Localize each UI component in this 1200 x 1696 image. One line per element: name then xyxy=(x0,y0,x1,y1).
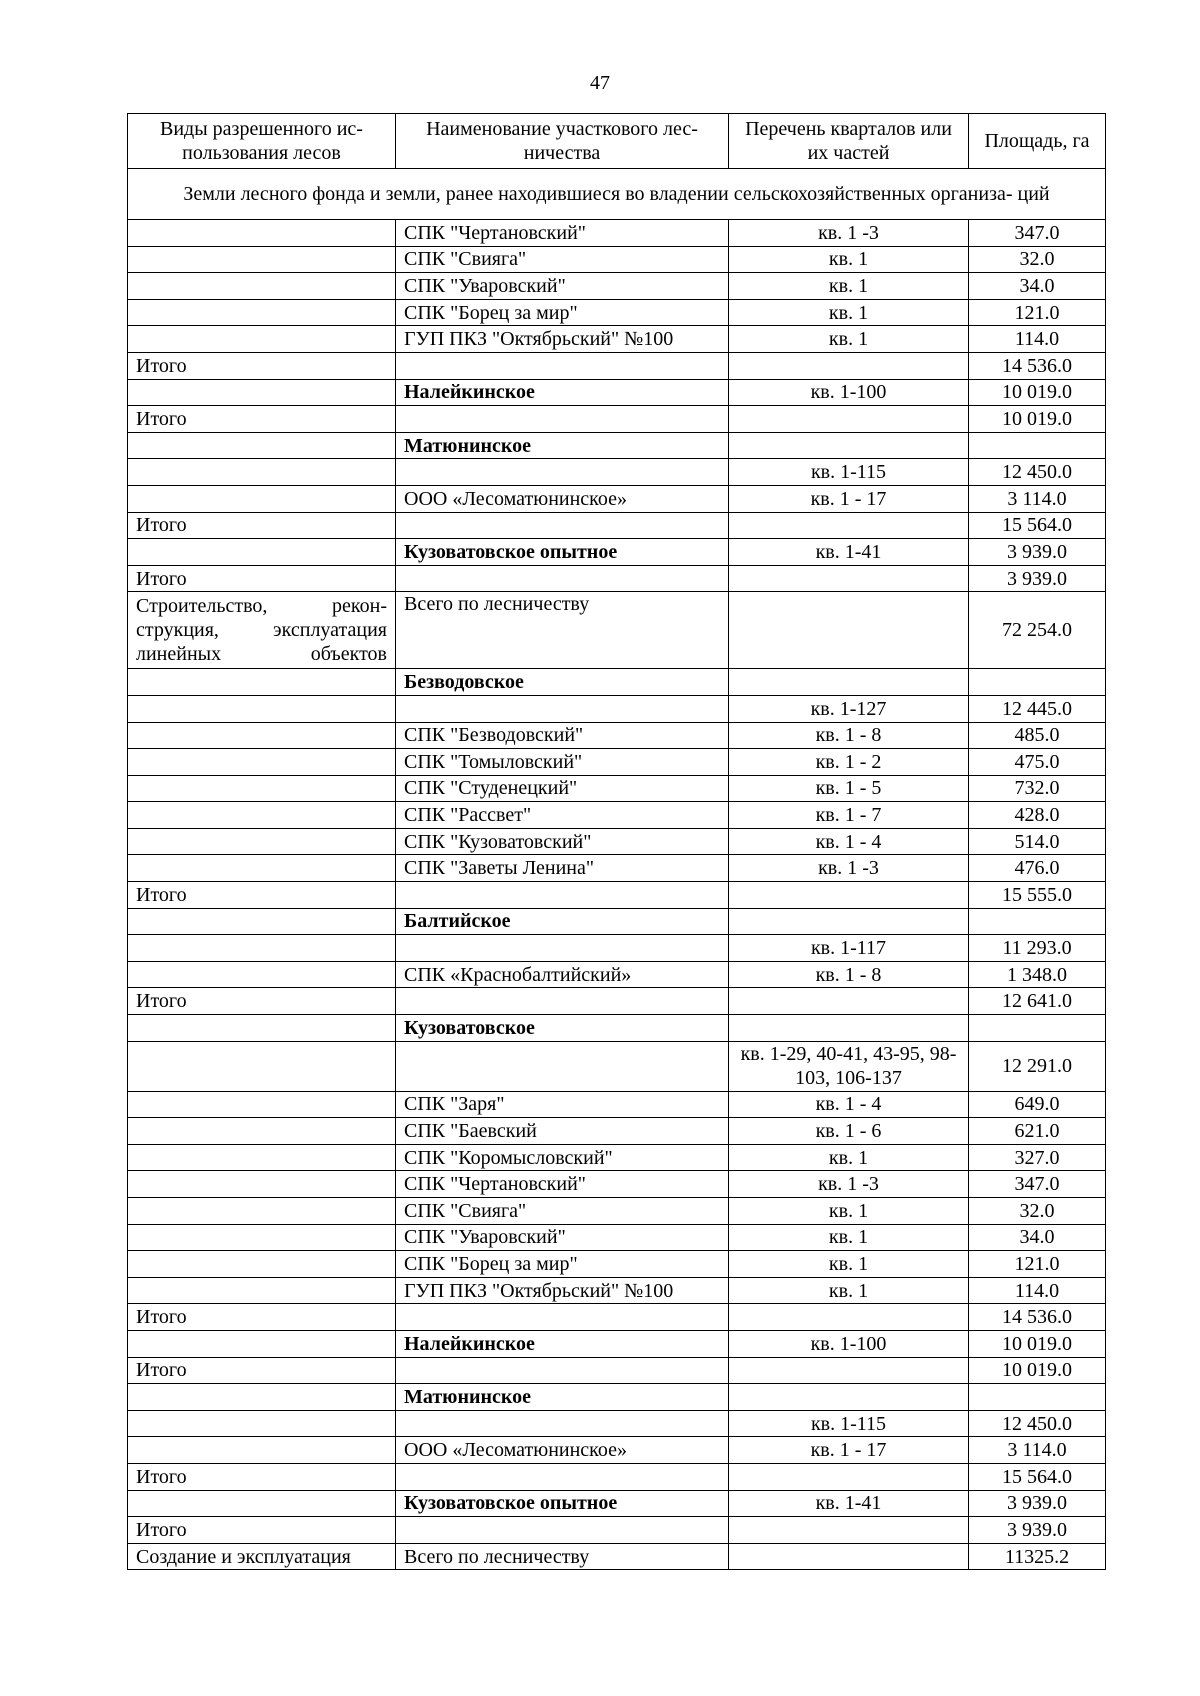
quarters-cell: кв. 1-115 xyxy=(729,459,969,486)
forestry-name-cell: Балтийское xyxy=(396,908,729,935)
area-cell: 3 939.0 xyxy=(969,565,1106,592)
use-type-cell xyxy=(128,935,396,962)
forestry-name-cell xyxy=(396,935,729,962)
area-cell: 11 293.0 xyxy=(969,935,1106,962)
table-row xyxy=(128,1304,1106,1331)
quarters-cell: кв. 1-100 xyxy=(729,1330,969,1357)
table-row xyxy=(128,432,1106,459)
use-type-cell xyxy=(128,539,396,566)
forestry-name-cell xyxy=(396,1517,729,1544)
table-row xyxy=(128,326,1106,353)
quarters-cell xyxy=(729,592,969,669)
area-cell: 485.0 xyxy=(969,722,1106,749)
forestry-name-cell xyxy=(396,1041,729,1091)
use-type-cell xyxy=(128,1118,396,1145)
use-type-cell xyxy=(128,379,396,406)
forestry-name-cell: ООО «Лесоматюнинское» xyxy=(396,1437,729,1464)
forestry-name-cell: СПК "Безводовский" xyxy=(396,722,729,749)
forest-use-table xyxy=(127,113,1106,1570)
use-type-cell: Итого xyxy=(128,988,396,1015)
use-type-cell xyxy=(128,1224,396,1251)
quarters-cell xyxy=(729,1463,969,1490)
forestry-name-cell: СПК "Баевский xyxy=(396,1118,729,1145)
forestry-name-cell xyxy=(396,882,729,909)
table-row xyxy=(128,722,1106,749)
forestry-name-cell: СПК "Томыловский" xyxy=(396,749,729,776)
area-cell xyxy=(969,432,1106,459)
forestry-name-cell: СПК "Уваровский" xyxy=(396,1224,729,1251)
forestry-name-cell xyxy=(396,406,729,433)
quarters-cell xyxy=(729,406,969,433)
quarters-cell xyxy=(729,1384,969,1411)
table-row xyxy=(128,1517,1106,1544)
table-row xyxy=(128,246,1106,273)
table-row xyxy=(128,459,1106,486)
table-row xyxy=(128,1490,1106,1517)
forestry-name-cell: СПК "Свияга" xyxy=(396,1198,729,1225)
use-type-cell: Итого xyxy=(128,512,396,539)
table-row xyxy=(128,695,1106,722)
table-row xyxy=(128,1041,1106,1091)
area-cell: 428.0 xyxy=(969,802,1106,829)
table-row xyxy=(128,749,1106,776)
quarters-cell: кв. 1-127 xyxy=(729,695,969,722)
forestry-name-cell: Кузоватовское xyxy=(396,1015,729,1042)
quarters-cell: кв. 1 - 8 xyxy=(729,722,969,749)
area-cell: 3 939.0 xyxy=(969,1490,1106,1517)
table-row xyxy=(128,1410,1106,1437)
header-quarters: Перечень кварталов или их частей xyxy=(729,114,969,169)
use-type-cell: Итого xyxy=(128,565,396,592)
use-type-cell xyxy=(128,1437,396,1464)
table-row xyxy=(128,1384,1106,1411)
use-type-cell xyxy=(128,459,396,486)
use-type-cell xyxy=(128,722,396,749)
forestry-name-cell: СПК "Борец за мир" xyxy=(396,299,729,326)
area-cell: 12 641.0 xyxy=(969,988,1106,1015)
table-row xyxy=(128,1330,1106,1357)
area-cell: 1 348.0 xyxy=(969,961,1106,988)
quarters-cell: кв. 1-115 xyxy=(729,1410,969,1437)
use-type-cell xyxy=(128,1330,396,1357)
area-cell: 14 536.0 xyxy=(969,352,1106,379)
use-type-cell xyxy=(128,485,396,512)
forestry-name-cell: СПК «Краснобалтийский» xyxy=(396,961,729,988)
area-cell xyxy=(969,1015,1106,1042)
quarters-cell xyxy=(729,1357,969,1384)
area-cell: 114.0 xyxy=(969,1277,1106,1304)
forestry-name-cell xyxy=(396,512,729,539)
use-type-cell xyxy=(128,326,396,353)
quarters-cell: кв. 1 xyxy=(729,246,969,273)
table-row xyxy=(128,1437,1106,1464)
forestry-name-cell: СПК "Борец за мир" xyxy=(396,1251,729,1278)
use-type-cell: Итого xyxy=(128,1463,396,1490)
quarters-cell: кв. 1 - 2 xyxy=(729,749,969,776)
forestry-name-cell: Всего по лесничеству xyxy=(396,1543,729,1570)
quarters-cell: кв. 1 -3 xyxy=(729,1171,969,1198)
area-cell: 10 019.0 xyxy=(969,379,1106,406)
area-cell: 621.0 xyxy=(969,1118,1106,1145)
area-cell: 114.0 xyxy=(969,326,1106,353)
area-cell: 327.0 xyxy=(969,1144,1106,1171)
forestry-name-cell xyxy=(396,1304,729,1331)
quarters-cell: кв. 1 - 6 xyxy=(729,1118,969,1145)
quarters-cell: кв. 1 -3 xyxy=(729,855,969,882)
quarters-cell: кв. 1 - 8 xyxy=(729,961,969,988)
use-type-cell xyxy=(128,828,396,855)
forestry-name-cell: СПК "Свияга" xyxy=(396,246,729,273)
table-row xyxy=(128,1277,1106,1304)
area-cell xyxy=(969,908,1106,935)
header-area: Площадь, га xyxy=(969,114,1106,169)
use-type-cell xyxy=(128,299,396,326)
use-type-cell xyxy=(128,1490,396,1517)
area-cell: 15 555.0 xyxy=(969,882,1106,909)
quarters-cell: кв. 1 xyxy=(729,326,969,353)
table-row xyxy=(128,565,1106,592)
use-type-cell xyxy=(128,695,396,722)
table-row xyxy=(128,908,1106,935)
forestry-name-cell: СПК "Чертановский" xyxy=(396,220,729,247)
use-type-cell xyxy=(128,1277,396,1304)
forestry-name-cell xyxy=(396,695,729,722)
forestry-name-cell: СПК "Заря" xyxy=(396,1091,729,1118)
forestry-name-cell xyxy=(396,1463,729,1490)
quarters-cell xyxy=(729,908,969,935)
header-forestry-name: Наименование участкового лес- ничества xyxy=(396,114,729,169)
table-row xyxy=(128,1091,1106,1118)
use-type-cell xyxy=(128,669,396,696)
table-row xyxy=(128,299,1106,326)
table-header-row xyxy=(128,114,1106,169)
use-type-cell xyxy=(128,1015,396,1042)
forestry-name-cell: СПК "Кузоватовский" xyxy=(396,828,729,855)
use-type-cell: Итого xyxy=(128,882,396,909)
table-row xyxy=(128,988,1106,1015)
table-row xyxy=(128,882,1106,909)
area-cell: 121.0 xyxy=(969,1251,1106,1278)
quarters-cell: кв. 1 xyxy=(729,1198,969,1225)
area-cell: 12 445.0 xyxy=(969,695,1106,722)
area-cell: 12 450.0 xyxy=(969,459,1106,486)
table-row xyxy=(128,539,1106,566)
area-cell: 476.0 xyxy=(969,855,1106,882)
forestry-name-cell xyxy=(396,988,729,1015)
table-row xyxy=(128,1144,1106,1171)
table-row xyxy=(128,828,1106,855)
area-cell: 11325.2 xyxy=(969,1543,1106,1570)
area-cell xyxy=(969,1384,1106,1411)
forestry-name-cell xyxy=(396,352,729,379)
forestry-name-cell: ГУП ПКЗ "Октябрьский" №100 xyxy=(396,326,729,353)
use-type-cell: Итого xyxy=(128,406,396,433)
forestry-name-cell xyxy=(396,1410,729,1437)
area-cell: 32.0 xyxy=(969,246,1106,273)
table-row xyxy=(128,855,1106,882)
table-row xyxy=(128,775,1106,802)
area-cell: 10 019.0 xyxy=(969,1330,1106,1357)
use-type-cell xyxy=(128,1041,396,1091)
table-row xyxy=(128,1463,1106,1490)
quarters-cell xyxy=(729,1543,969,1570)
forestry-name-cell: Кузоватовское опытное xyxy=(396,1490,729,1517)
forestry-name-cell: СПК "Заветы Ленина" xyxy=(396,855,729,882)
quarters-cell: кв. 1 -3 xyxy=(729,220,969,247)
table-row xyxy=(128,220,1106,247)
forestry-name-cell: ООО «Лесоматюнинское» xyxy=(396,485,729,512)
use-type-cell xyxy=(128,1251,396,1278)
area-cell: 34.0 xyxy=(969,273,1106,300)
table-row xyxy=(128,379,1106,406)
forestry-name-cell: Всего по лесничеству xyxy=(396,592,729,669)
quarters-cell: кв. 1-117 xyxy=(729,935,969,962)
quarters-cell: кв. 1 - 17 xyxy=(729,1437,969,1464)
area-cell xyxy=(969,669,1106,696)
area-cell: 475.0 xyxy=(969,749,1106,776)
forestry-name-cell xyxy=(396,459,729,486)
forestry-name-cell: Кузоватовское опытное xyxy=(396,539,729,566)
use-type-cell xyxy=(128,246,396,273)
area-cell: 347.0 xyxy=(969,1171,1106,1198)
quarters-cell xyxy=(729,512,969,539)
area-cell: 3 114.0 xyxy=(969,1437,1106,1464)
table-row xyxy=(128,1224,1106,1251)
table-row xyxy=(128,669,1106,696)
quarters-cell xyxy=(729,1517,969,1544)
area-cell: 34.0 xyxy=(969,1224,1106,1251)
forestry-name-cell: ГУП ПКЗ "Октябрьский" №100 xyxy=(396,1277,729,1304)
area-cell: 12 450.0 xyxy=(969,1410,1106,1437)
table-row xyxy=(128,1543,1106,1570)
table-row xyxy=(128,802,1106,829)
use-type-cell xyxy=(128,1198,396,1225)
area-cell: 72 254.0 xyxy=(969,592,1106,669)
quarters-cell: кв. 1 xyxy=(729,273,969,300)
quarters-cell xyxy=(729,988,969,1015)
forestry-name-cell: Матюнинское xyxy=(396,432,729,459)
quarters-cell xyxy=(729,1015,969,1042)
quarters-cell: кв. 1 - 4 xyxy=(729,1091,969,1118)
use-type-cell xyxy=(128,802,396,829)
area-cell: 3 114.0 xyxy=(969,485,1106,512)
forestry-name-cell: Матюнинское xyxy=(396,1384,729,1411)
use-type-cell xyxy=(128,1091,396,1118)
table-row xyxy=(128,1015,1106,1042)
table-row xyxy=(128,406,1106,433)
forestry-name-cell: Налейкинское xyxy=(396,1330,729,1357)
use-type-cell: Итого xyxy=(128,1517,396,1544)
area-cell: 10 019.0 xyxy=(969,406,1106,433)
quarters-cell: кв. 1 - 4 xyxy=(729,828,969,855)
use-type-cell xyxy=(128,1144,396,1171)
table-row xyxy=(128,1171,1106,1198)
section-row xyxy=(128,169,1106,220)
quarters-cell: кв. 1-41 xyxy=(729,1490,969,1517)
quarters-cell: кв. 1 xyxy=(729,1144,969,1171)
table-row xyxy=(128,1198,1106,1225)
quarters-cell: кв. 1 xyxy=(729,1224,969,1251)
use-type-cell xyxy=(128,1410,396,1437)
quarters-cell xyxy=(729,352,969,379)
header-use-type: Виды разрешенного ис- пользования лесов xyxy=(128,114,396,169)
use-type-cell xyxy=(128,273,396,300)
table-row xyxy=(128,352,1106,379)
forestry-name-cell: Налейкинское xyxy=(396,379,729,406)
area-cell: 32.0 xyxy=(969,1198,1106,1225)
area-cell: 514.0 xyxy=(969,828,1106,855)
table-row xyxy=(128,1118,1106,1145)
forestry-name-cell: СПК "Студенецкий" xyxy=(396,775,729,802)
quarters-cell xyxy=(729,565,969,592)
forestry-name-cell: СПК "Уваровский" xyxy=(396,273,729,300)
use-type-cell xyxy=(128,220,396,247)
use-type-cell xyxy=(128,432,396,459)
forestry-name-cell: СПК "Чертановский" xyxy=(396,1171,729,1198)
area-cell: 3 939.0 xyxy=(969,1517,1106,1544)
use-type-cell xyxy=(128,855,396,882)
quarters-cell xyxy=(729,432,969,459)
area-cell: 347.0 xyxy=(969,220,1106,247)
page-number: 47 xyxy=(590,72,610,94)
forestry-name-cell: Безводовское xyxy=(396,669,729,696)
quarters-cell: кв. 1 xyxy=(729,299,969,326)
use-type-cell xyxy=(128,908,396,935)
quarters-cell: кв. 1-29, 40-41, 43-95, 98-103, 106-137 xyxy=(729,1041,969,1091)
forestry-name-cell: СПК "Рассвет" xyxy=(396,802,729,829)
quarters-cell: кв. 1-41 xyxy=(729,539,969,566)
table-row xyxy=(128,1357,1106,1384)
use-type-cell: Создание и эксплуатация xyxy=(128,1543,396,1570)
table-row xyxy=(128,273,1106,300)
forestry-name-cell xyxy=(396,565,729,592)
area-cell: 12 291.0 xyxy=(969,1041,1106,1091)
area-cell: 15 564.0 xyxy=(969,1463,1106,1490)
table-row xyxy=(128,961,1106,988)
use-type-cell: Строительство, рекон- струкция, эксплуатация линейных объектов xyxy=(128,592,396,669)
area-cell: 649.0 xyxy=(969,1091,1106,1118)
use-type-cell xyxy=(128,1384,396,1411)
area-cell: 14 536.0 xyxy=(969,1304,1106,1331)
table-row xyxy=(128,512,1106,539)
area-cell: 10 019.0 xyxy=(969,1357,1106,1384)
use-type-cell xyxy=(128,749,396,776)
area-cell: 15 564.0 xyxy=(969,512,1106,539)
use-type-cell xyxy=(128,1171,396,1198)
table-row xyxy=(128,1251,1106,1278)
use-type-cell: Итого xyxy=(128,1304,396,1331)
quarters-cell: кв. 1 xyxy=(729,1251,969,1278)
quarters-cell: кв. 1 xyxy=(729,1277,969,1304)
forestry-name-cell xyxy=(396,1357,729,1384)
quarters-cell xyxy=(729,669,969,696)
quarters-cell xyxy=(729,1304,969,1331)
section-title: Земли лесного фонда и земли, ранее находившиеся во владении сельскохозяйственных организа- ций xyxy=(128,169,1106,220)
table-row xyxy=(128,935,1106,962)
table-row xyxy=(128,592,1106,669)
area-cell: 121.0 xyxy=(969,299,1106,326)
quarters-cell: кв. 1 - 17 xyxy=(729,485,969,512)
quarters-cell: кв. 1 - 7 xyxy=(729,802,969,829)
area-cell: 732.0 xyxy=(969,775,1106,802)
quarters-cell: кв. 1 - 5 xyxy=(729,775,969,802)
quarters-cell xyxy=(729,882,969,909)
use-type-cell: Итого xyxy=(128,352,396,379)
use-type-cell xyxy=(128,961,396,988)
quarters-cell: кв. 1-100 xyxy=(729,379,969,406)
area-cell: 3 939.0 xyxy=(969,539,1106,566)
forestry-name-cell: СПК "Коромысловский" xyxy=(396,1144,729,1171)
use-type-cell xyxy=(128,775,396,802)
use-type-cell: Итого xyxy=(128,1357,396,1384)
table-row xyxy=(128,485,1106,512)
